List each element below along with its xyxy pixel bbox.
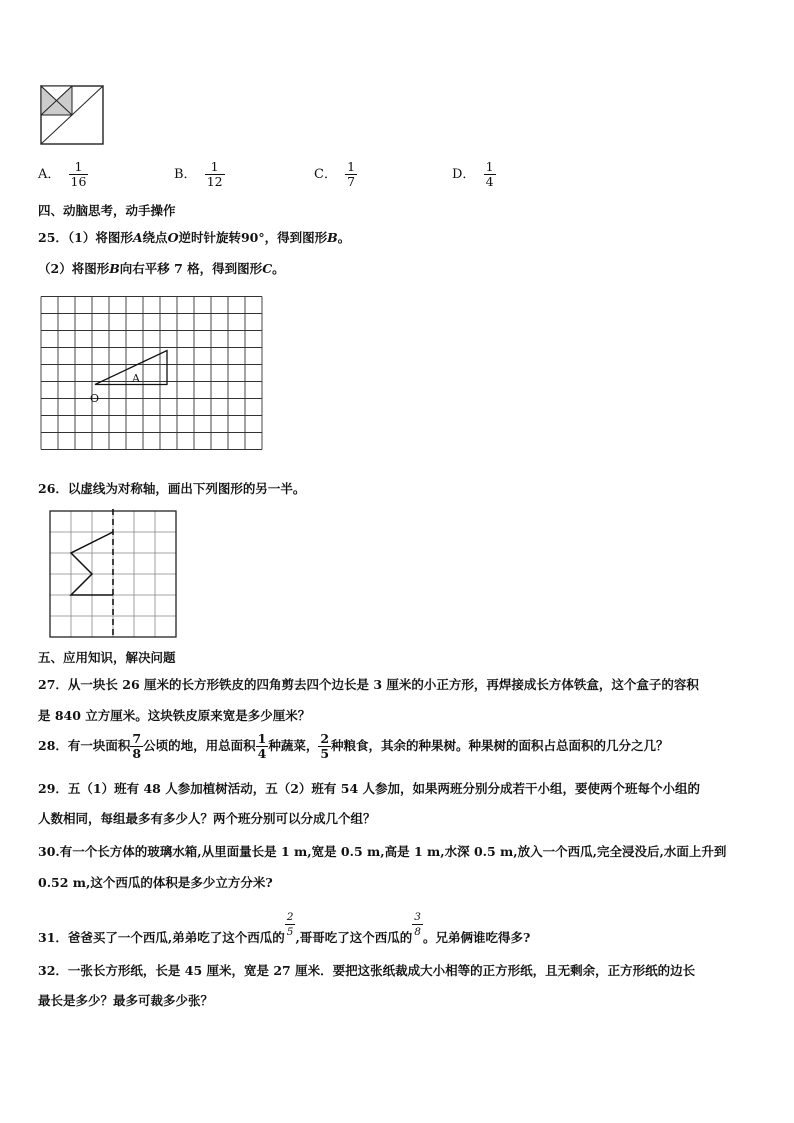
- rotation-grid: [38, 294, 278, 454]
- question-32-line-1: 32．一张长方形纸，长是 45 厘米，宽是 27 厘米．要把这张纸裁成大小相等的正方形纸，且无剩余，正方形纸的边长: [38, 963, 696, 978]
- question-25-line-2: （2）将图形B向右平移 7 格，得到图形C。: [38, 261, 285, 276]
- question-30-line-2: 0.52 m,这个西瓜的体积是多少立方分米?: [38, 875, 273, 890]
- option-letter: D．: [452, 167, 476, 182]
- question-30-line-1: 30.有一个长方体的玻璃水箱,从里面量长是 1 m,宽是 0.5 m,高是 1 m,水深 0.5 m,放入一个西瓜,完全浸没后,水面上升到: [38, 844, 727, 859]
- option-letter: B．: [174, 167, 197, 182]
- option-numerator: 1: [74, 159, 83, 174]
- point-o-label: O: [90, 392, 100, 405]
- option-numerator: 1: [210, 159, 219, 174]
- question-27-line-2: 是 840 立方厘米。这块铁皮原来宽是多少厘米？: [38, 708, 311, 723]
- triangle-a: [95, 351, 167, 385]
- question-27-line-1: 27．从一块长 26 厘米的长方形铁皮的四角剪去四个边长是 3 厘米的小正方形，再焊接成长方体铁盒，这个盒子的容积: [38, 677, 699, 692]
- option-letter: C．: [314, 167, 337, 182]
- question-28: 28．有一块面积 $\frac{7}{8}$ 公顷的地，用总面积 $\frac{1}{4}$ 种蔬菜， $\frac{2}{5}$ 种粮食，其余的种果树。种果树的面积占总面积的几分之几？: [38, 731, 669, 761]
- option-denominator: 16: [70, 174, 87, 189]
- square-figure: [38, 84, 108, 148]
- option-b[interactable]: [174, 160, 225, 189]
- triangle-a-label: A: [132, 372, 140, 385]
- question-29-line-1: 29．五（1）班有 48 人参加植树活动，五（2）班有 54 人参加，如果两班分别分成若干小组，要使两个班每个小组的: [38, 781, 700, 796]
- option-numerator: 1: [485, 159, 494, 174]
- section-heading-4: 四、动脑思考，动手操作: [38, 203, 176, 218]
- option-c[interactable]: [314, 160, 357, 189]
- question-29-line-2: 人数相同，每组最多有多少人？两个班分别可以分成几个组？: [38, 811, 376, 826]
- option-d[interactable]: [452, 160, 496, 189]
- question-26: 26．以虚线为对称轴，画出下列图形的另一半。: [38, 481, 306, 496]
- question-31: 31．爸爸买了一个西瓜,弟弟吃了这个西瓜的 $\frac{2}{5}$ ,哥哥吃了这个西瓜的 $\frac{3}{8}$ 。兄弟俩谁吃得多?: [38, 911, 531, 945]
- question-32-line-2: 最长是多少？最多可裁多少张？: [38, 993, 214, 1008]
- question-25-line-1: 25．（1）将图形A绕点O逆时针旋转90°，得到图形B。: [38, 230, 351, 245]
- option-denominator: 12: [206, 174, 223, 189]
- symmetry-grid: [44, 508, 184, 644]
- option-denominator: 7: [347, 174, 356, 189]
- option-a[interactable]: [38, 160, 88, 189]
- option-letter: A．: [38, 167, 61, 182]
- section-heading-5: 五、应用知识，解决问题: [38, 650, 176, 665]
- option-denominator: 4: [485, 174, 494, 189]
- option-numerator: 1: [347, 159, 356, 174]
